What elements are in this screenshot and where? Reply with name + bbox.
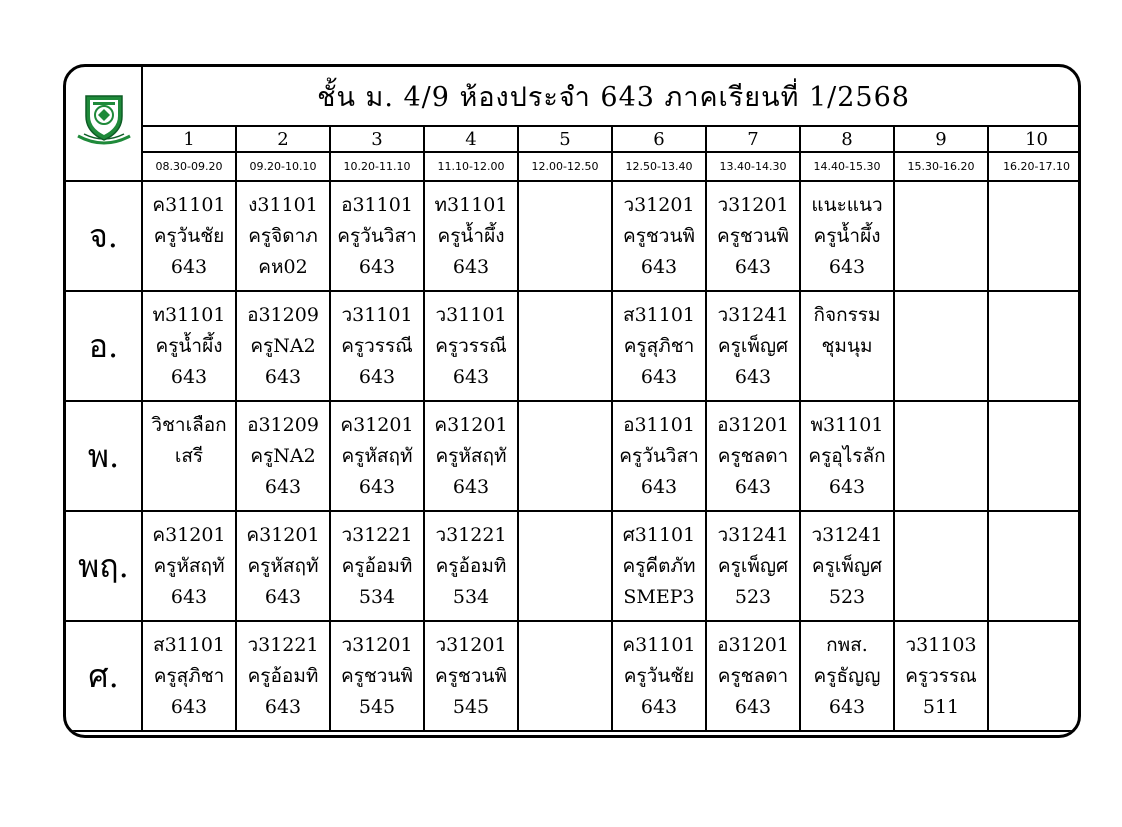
subject-code: อ31201	[717, 413, 789, 436]
teacher-name: ครูเพ็ญศ	[717, 554, 789, 577]
teacher-name: ครูวันวิสา	[619, 444, 699, 467]
subject-code	[895, 410, 987, 441]
teacher-name: ครูอ้อมทิ	[435, 554, 507, 577]
subject-code: ว31221	[247, 633, 319, 656]
period-number: 2	[236, 126, 330, 152]
class-cell	[142, 401, 236, 511]
subject-code: ว31201	[623, 193, 695, 216]
room-number	[143, 472, 235, 503]
subject-code	[895, 520, 987, 551]
room-number	[989, 692, 1081, 723]
room-number: 643	[264, 585, 302, 608]
subject-code: ง31101	[248, 193, 318, 216]
class-cell	[424, 181, 518, 291]
subject-code: ค31201	[152, 523, 226, 546]
teacher-name: ครูNA2	[250, 444, 316, 467]
subject-code	[519, 520, 611, 551]
class-cell	[706, 621, 800, 731]
day-label: จ.	[65, 181, 142, 291]
teacher-name: ครูน้ำผึ้ง	[155, 334, 223, 357]
teacher-name: ครูวันชัย	[153, 224, 225, 247]
teacher-name: ครูวันวิสา	[337, 224, 417, 247]
class-cell	[988, 511, 1081, 621]
subject-code	[989, 190, 1081, 221]
class-cell	[800, 291, 894, 401]
teacher-name: ครูหัสฤทั	[341, 444, 413, 467]
subject-code: ค31101	[152, 193, 226, 216]
subject-code: วิชาเลือก	[151, 413, 227, 436]
teacher-name	[989, 331, 1081, 362]
subject-code: อ31201	[717, 633, 789, 656]
subject-code	[519, 630, 611, 661]
subject-code: ว31201	[341, 633, 413, 656]
day-row	[65, 511, 1081, 621]
page-title: ชั้น ม. 4/9 ห้องประจำ 643 ภาคเรียนที่ 1/2568	[142, 66, 1081, 126]
period-number: 8	[800, 126, 894, 152]
day-row	[65, 621, 1081, 731]
subject-code: ว31221	[435, 523, 507, 546]
period-time: 11.10-12.00	[424, 152, 518, 181]
room-number: 643	[828, 255, 866, 278]
class-cell	[142, 181, 236, 291]
teacher-name: ครูชวนพิ	[435, 664, 507, 687]
class-cell	[518, 511, 612, 621]
period-number: 7	[706, 126, 800, 152]
day-label: พฤ.	[65, 511, 142, 621]
teacher-name: ครูอ้อมทิ	[341, 554, 413, 577]
class-cell	[236, 291, 330, 401]
room-number: คห02	[258, 255, 308, 278]
class-cell	[706, 401, 800, 511]
room-number	[989, 472, 1081, 503]
class-cell	[424, 621, 518, 731]
room-number	[519, 582, 611, 613]
day-label: ศ.	[65, 621, 142, 731]
class-cell	[236, 621, 330, 731]
class-cell	[330, 181, 424, 291]
class-cell	[894, 181, 988, 291]
teacher-name: ครูชลดา	[717, 664, 789, 687]
teacher-name: ครูอ้อมทิ	[247, 664, 319, 687]
class-cell	[236, 511, 330, 621]
teacher-name	[989, 441, 1081, 472]
teacher-name: ครูหัสฤทั	[435, 444, 507, 467]
subject-code: ท31101	[434, 193, 508, 216]
class-cell	[142, 621, 236, 731]
class-cell	[518, 401, 612, 511]
room-number: 534	[358, 585, 396, 608]
teacher-name: ครูอุไรลัก	[808, 444, 886, 467]
subject-code: อ31209	[247, 413, 319, 436]
room-number	[519, 362, 611, 393]
timetable-frame	[63, 64, 1081, 738]
teacher-name	[989, 221, 1081, 252]
logo-cell	[65, 66, 142, 181]
room-number: 643	[358, 365, 396, 388]
teacher-name: ครูหัสฤทั	[153, 554, 225, 577]
teacher-name: ครูวรรณ	[905, 664, 977, 687]
subject-code	[989, 300, 1081, 331]
class-cell	[518, 181, 612, 291]
class-cell	[424, 401, 518, 511]
teacher-name: ครูวรรณี	[341, 334, 413, 357]
teacher-name: ครูวรรณี	[435, 334, 507, 357]
teacher-name: ครูNA2	[250, 334, 316, 357]
room-number: 643	[734, 365, 772, 388]
teacher-name: ครูน้ำผึ้ง	[437, 224, 505, 247]
class-cell	[894, 511, 988, 621]
subject-code	[989, 630, 1081, 661]
period-time: 10.20-11.10	[330, 152, 424, 181]
class-cell	[612, 511, 706, 621]
class-cell	[330, 401, 424, 511]
teacher-name: ชุมนุม	[821, 334, 873, 357]
subject-code: ค31201	[340, 413, 414, 436]
room-number: 643	[734, 475, 772, 498]
class-cell	[330, 511, 424, 621]
room-number: 643	[452, 255, 490, 278]
subject-code: ว31241	[717, 303, 789, 326]
teacher-name: ครูชวนพิ	[717, 224, 789, 247]
room-number	[519, 692, 611, 723]
teacher-name	[895, 221, 987, 252]
teacher-name	[989, 661, 1081, 692]
room-number	[895, 472, 987, 503]
teacher-name: ครูชวนพิ	[623, 224, 695, 247]
room-number: 643	[170, 255, 208, 278]
class-cell	[800, 181, 894, 291]
period-time: 15.30-16.20	[894, 152, 988, 181]
class-cell	[612, 401, 706, 511]
teacher-name	[519, 441, 611, 472]
teacher-name: เสรี	[174, 444, 204, 467]
room-number: 545	[358, 695, 396, 718]
subject-code: อ31101	[341, 193, 413, 216]
room-number	[801, 362, 893, 393]
period-time: 08.30-09.20	[142, 152, 236, 181]
subject-code: ว31241	[717, 523, 789, 546]
teacher-name: ครูจิดาภ	[248, 224, 318, 247]
room-number: 643	[264, 475, 302, 498]
teacher-name	[519, 331, 611, 362]
teacher-name: ครูเพ็ญศ	[717, 334, 789, 357]
teacher-name: ครูธัญญ	[813, 664, 881, 687]
subject-code: กิจกรรม	[813, 303, 881, 326]
class-cell	[800, 401, 894, 511]
room-number	[519, 252, 611, 283]
room-number: 643	[640, 255, 678, 278]
teacher-name: ครูวันชัย	[623, 664, 695, 687]
room-number: 643	[734, 255, 772, 278]
subject-code: อ31209	[247, 303, 319, 326]
room-number: 643	[264, 365, 302, 388]
teacher-name: ครูคีตภัท	[622, 554, 696, 577]
class-cell	[236, 181, 330, 291]
period-time: 14.40-15.30	[800, 152, 894, 181]
period-number: 6	[612, 126, 706, 152]
room-number: 643	[640, 365, 678, 388]
subject-code: ส31101	[622, 303, 696, 326]
time-header-row	[65, 152, 1081, 181]
teacher-name: ครูสุภิชา	[623, 334, 695, 357]
teacher-name: ครูชวนพิ	[341, 664, 413, 687]
timetable	[64, 65, 1081, 732]
teacher-name	[895, 331, 987, 362]
subject-code: แนะแนว	[811, 193, 883, 216]
class-cell	[330, 291, 424, 401]
class-cell	[330, 621, 424, 731]
room-number: 523	[828, 585, 866, 608]
subject-code: ว31201	[435, 633, 507, 656]
period-number: 9	[894, 126, 988, 152]
period-time: 12.50-13.40	[612, 152, 706, 181]
room-number: 643	[734, 695, 772, 718]
day-row	[65, 401, 1081, 511]
room-number	[895, 582, 987, 613]
teacher-name	[519, 551, 611, 582]
period-number: 3	[330, 126, 424, 152]
class-cell	[142, 291, 236, 401]
room-number: 643	[264, 695, 302, 718]
teacher-name: ครูเพ็ญศ	[811, 554, 883, 577]
class-cell	[800, 621, 894, 731]
period-time: 09.20-10.10	[236, 152, 330, 181]
room-number: SMEP3	[623, 585, 695, 608]
room-number	[989, 582, 1081, 613]
class-cell	[988, 401, 1081, 511]
class-cell	[894, 291, 988, 401]
teacher-name	[989, 551, 1081, 582]
room-number	[895, 252, 987, 283]
room-number: 643	[452, 475, 490, 498]
teacher-name	[895, 441, 987, 472]
class-cell	[518, 291, 612, 401]
class-cell	[894, 401, 988, 511]
subject-code: ว31101	[341, 303, 413, 326]
room-number: 643	[170, 365, 208, 388]
day-row	[65, 181, 1081, 291]
teacher-name: ครูหัสฤทั	[247, 554, 319, 577]
subject-code: ว31221	[341, 523, 413, 546]
subject-code: กพส.	[826, 633, 868, 656]
class-cell	[236, 401, 330, 511]
subject-code: ท31101	[152, 303, 226, 326]
room-number	[519, 472, 611, 503]
room-number: 511	[922, 695, 960, 718]
room-number: 643	[640, 695, 678, 718]
class-cell	[612, 181, 706, 291]
class-cell	[518, 621, 612, 731]
teacher-name: ครูน้ำผึ้ง	[813, 224, 881, 247]
period-number: 4	[424, 126, 518, 152]
subject-code: ค31201	[246, 523, 320, 546]
period-time: 13.40-14.30	[706, 152, 800, 181]
day-label: อ.	[65, 291, 142, 401]
teacher-name: ครูชลดา	[717, 444, 789, 467]
subject-code	[519, 410, 611, 441]
day-row	[65, 291, 1081, 401]
room-number: 545	[452, 695, 490, 718]
subject-code: ส31101	[152, 633, 226, 656]
room-number: 643	[828, 475, 866, 498]
class-cell	[894, 621, 988, 731]
period-header-row	[65, 126, 1081, 152]
room-number: 643	[640, 475, 678, 498]
teacher-name: ครูสุภิชา	[153, 664, 225, 687]
school-logo-icon	[72, 90, 136, 154]
subject-code	[989, 520, 1081, 551]
subject-code: อ31101	[623, 413, 695, 436]
subject-code	[895, 300, 987, 331]
room-number	[895, 362, 987, 393]
subject-code	[519, 300, 611, 331]
room-number: 643	[828, 695, 866, 718]
room-number: 643	[452, 365, 490, 388]
class-cell	[612, 621, 706, 731]
subject-code	[519, 190, 611, 221]
class-cell	[612, 291, 706, 401]
room-number: 643	[358, 255, 396, 278]
room-number	[989, 362, 1081, 393]
period-time: 16.20-17.10	[988, 152, 1081, 181]
subject-code: ค31101	[622, 633, 696, 656]
period-number: 10	[988, 126, 1081, 152]
subject-code: ว31241	[811, 523, 883, 546]
day-label: พ.	[65, 401, 142, 511]
subject-code: ว31201	[717, 193, 789, 216]
room-number: 643	[358, 475, 396, 498]
class-cell	[706, 511, 800, 621]
class-cell	[424, 511, 518, 621]
room-number	[989, 252, 1081, 283]
period-time: 12.00-12.50	[518, 152, 612, 181]
period-number: 1	[142, 126, 236, 152]
room-number: 523	[734, 585, 772, 608]
room-number: 643	[170, 695, 208, 718]
subject-code: ศ31101	[622, 523, 696, 546]
class-cell	[424, 291, 518, 401]
class-cell	[800, 511, 894, 621]
subject-code	[989, 410, 1081, 441]
subject-code: พ31101	[810, 413, 884, 436]
subject-code: ค31201	[434, 413, 508, 436]
teacher-name	[895, 551, 987, 582]
subject-code: ว31101	[435, 303, 507, 326]
subject-code	[895, 190, 987, 221]
room-number: 643	[170, 585, 208, 608]
class-cell	[706, 291, 800, 401]
teacher-name	[519, 661, 611, 692]
teacher-name	[519, 221, 611, 252]
class-cell	[988, 291, 1081, 401]
class-cell	[706, 181, 800, 291]
subject-code: ว31103	[905, 633, 977, 656]
class-cell	[142, 511, 236, 621]
period-number: 5	[518, 126, 612, 152]
class-cell	[988, 621, 1081, 731]
room-number: 534	[452, 585, 490, 608]
class-cell	[988, 181, 1081, 291]
